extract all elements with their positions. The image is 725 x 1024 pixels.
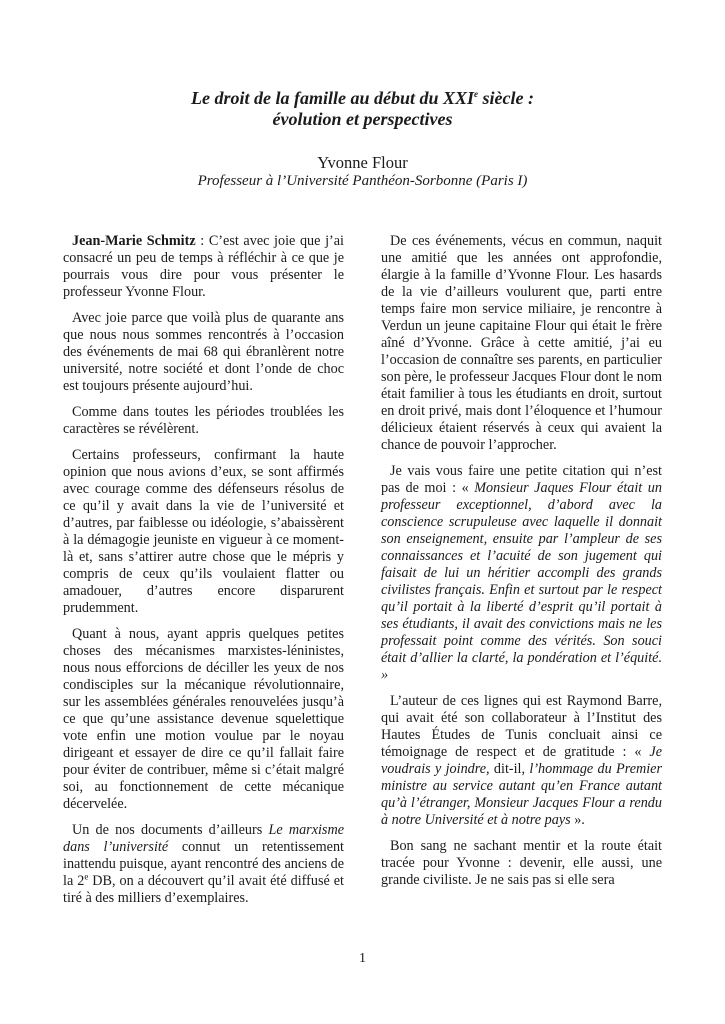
text-run: : C’est avec joie que j’ai consacré un peu de temps à réfléchir à ce que je pourrais vous dire pour vous présenter le professeur Yvonne Flour.	[63, 233, 344, 300]
paragraph	[63, 310, 344, 395]
text-run: ».	[570, 812, 585, 828]
paragraph	[381, 233, 662, 454]
text-run: Certains professeurs, confirmant la haute opinion que nous avions d’eux, se sont affirmés avec courage comme des défenseurs résolus de ce qu’il y avait dans la vie de l’université et d’autres, par faiblesse ou idéologie, s’abaissèrent à la démagogie jeuniste en vigueur à ce moment-là et, sans s’attirer autre chose que le mépris y compris de ceux qu’ils voulaient flatter ou amadouer, d’autres encore disparurent prudemment.	[63, 447, 344, 616]
author-affiliation: Professeur à l’Université Panthéon-Sorbonne (Paris I)	[197, 173, 528, 189]
column-left	[63, 233, 344, 907]
text-run: Le droit de la famille au début du XXI	[191, 88, 475, 108]
document-header	[63, 88, 662, 190]
page-footer	[0, 951, 725, 967]
text-run: Je vais vous faire une petite citation qui n’est pas de moi : «	[381, 463, 662, 496]
title-line-1	[63, 88, 662, 109]
text-run: Bon sang ne sachant mentir et la route était tracée pour Yvonne : devenir, elle aussi, une grande civiliste. Je ne sais pas si elle sera	[381, 838, 662, 888]
paragraph	[63, 233, 344, 301]
paragraph	[381, 838, 662, 889]
text-run: , dit-il,	[486, 761, 530, 777]
text-run: évolution et perspectives	[272, 109, 453, 129]
column-right	[381, 233, 662, 907]
text-run: L’auteur de ces lignes qui est Raymond Barre, qui avait été son collaborateur à l’Institut des Hautes Études de Tunis concluait ainsi ce témoignage de respect et de gratitude : «	[381, 693, 662, 760]
text-run: connut un retentissement inattendu puisque, ayant rencontré des anciens de la 2	[63, 839, 344, 889]
two-column-body	[63, 233, 662, 907]
text-run: e	[474, 89, 479, 99]
page-number: 1	[359, 951, 366, 966]
paragraph	[63, 447, 344, 617]
paragraph	[63, 822, 344, 907]
text-run: Je voudrais y joindre	[381, 744, 662, 777]
document-title	[63, 88, 662, 130]
text-run: Un de nos documents d’ailleurs	[72, 822, 269, 838]
text-run: Quant à nous, ayant appris quelques petites choses des mécanismes marxistes-léninistes, nous nous efforcions de déciller les yeux de nos condisciples sur la mécanique révolutionnaire, sur les assemblées générales renouvelées jusqu’à ce que qu’une assistance devenue squelettique vote enfin une motion voulue par le noyau dirigeant et essayer de dire ce qu’il fallait faire pour éviter de contribuer, même si c’était malgré soi, au fonctionnement de cette mécanique décervelée.	[63, 626, 344, 812]
paragraph	[381, 693, 662, 829]
text-run: Monsieur Jaques Flour était un professeur exceptionnel, d’abord avec la conscience scrupuleuse avec laquelle il donnait son enseignement, ensuite par l’ampleur de ses connaissances et l’acuité de son jugement qui faisait de lui un héritier accompli des grands civilistes français. Enfin et surtout par le respect qu’il portait à la liberté d’esprit qu’il portait à ses étudiants, il avait des convictions mais ne les professait point comme des vérités. Son souci était d’allier la clarté, la pondération et l’équité. »	[381, 480, 662, 683]
text-run: Le marxisme dans l’université	[63, 822, 344, 855]
title-line-2	[63, 109, 662, 130]
paragraph	[63, 404, 344, 438]
text-run: De ces événements, vécus en commun, naquit une amitié que les années ont approfondie, élargie à la famille d’Yvonne Flour. Les hasards de la vie d’ailleurs voulurent que, parti entre temps faire mon service miliaire, je rencontre à Verdun un jeune capitaine Flour qui était le frère aîné d’Yvonne. Grâce à cette amitié, j’ai eu l’occasion de connaître ses parents, en particulier son père, le professeur Jacques Flour dont le nom était familier à tous les étudiants en droit, surtout en droit privé, mais dont l’éloquence et l’humour délicieux étaient réservés à ceux qui avaient la chance de pouvoir l’approcher.	[381, 233, 662, 453]
paragraph	[63, 626, 344, 813]
text-run: Comme dans toutes les périodes troublées les caractères se révélèrent.	[63, 404, 344, 437]
text-run: l’hommage du Premier ministre au service autant qu’en France autant qu’à l’étranger, Monsieur Jacques Flour a rendu à notre Université et à notre pays	[381, 761, 662, 828]
paragraph	[381, 463, 662, 684]
text-run: DB, on a découvert qu’il avait été diffusé et tiré à des milliers d’exemplaires.	[63, 873, 344, 906]
text-run: Avec joie parce que voilà plus de quarante ans que nous nous sommes rencontrés à l’occasion des événements de mai 68 qui ébranlèrent notre université, notre société et dont l’onde de choc est toujours présente aujourd’hui.	[63, 310, 344, 394]
text-run: Jean-Marie Schmitz	[72, 233, 196, 249]
text-run: siècle :	[478, 88, 534, 108]
author-name: Yvonne Flour	[317, 153, 408, 172]
text-run: e	[84, 871, 89, 882]
